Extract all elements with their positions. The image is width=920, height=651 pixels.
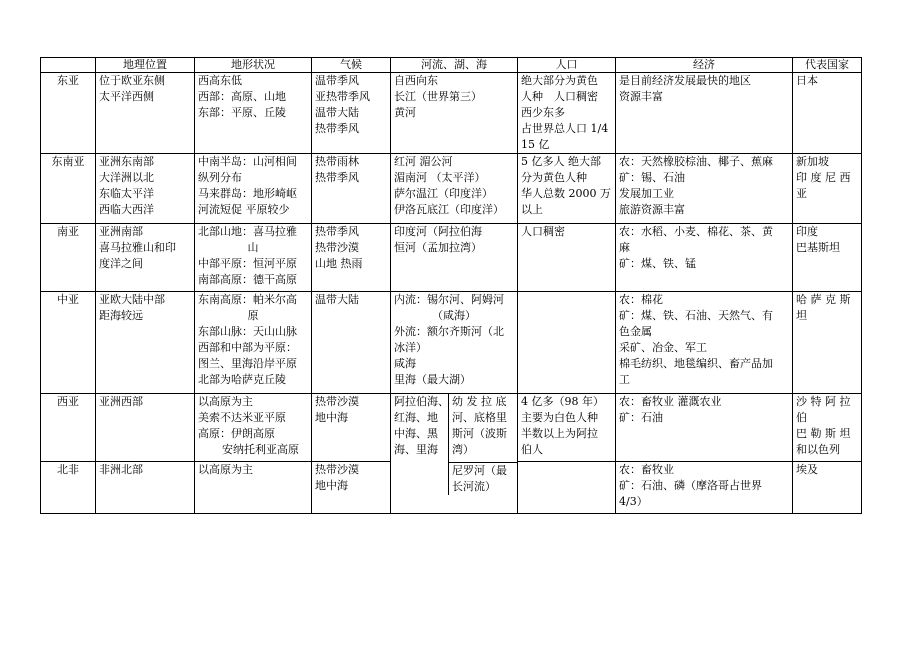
region-cell: 南亚 — [41, 224, 96, 292]
economy-cell: 农：畜牧业 矿：石油、磷（摩洛哥占世界 4/3） — [616, 462, 793, 514]
location-cell: 亚洲东南部 大洋洲以北 东临太平洋 西临大西洋 — [96, 154, 195, 224]
header-region — [41, 58, 96, 73]
rivers-cell: 红河 湄公河 湄南河 （太平洋） 萨尔温江（印度洋） 伊洛瓦底江（印度洋） — [391, 154, 518, 224]
population-cell: 5 亿多人 绝大部 分为黄色人种 华人总数 2000 万 以上 — [518, 154, 616, 224]
terrain-cell: 以高原为主 — [195, 462, 312, 514]
rivers-cell: 内流：锡尔河、阿姆河 （咸海） 外流：额尔齐斯河（北 冰洋） 咸海 里海（最大湖） — [391, 292, 518, 394]
region-cell: 东亚 — [41, 73, 96, 154]
header-row — [41, 58, 862, 73]
population-cell: 4 亿多（98 年） 主要为白色人种 半数以上为阿拉 伯人 — [518, 394, 616, 462]
table-row — [41, 73, 862, 154]
economy-cell: 是目前经济发展最快的地区 资源丰富 — [616, 73, 793, 154]
economy-cell: 农：畜牧业 灌溉农业 矿：石油 — [616, 394, 793, 462]
rivers-subcell: 幼 发 拉 底 河、底格里 斯河（波斯 湾） 尼罗河（最 长河流） — [449, 394, 517, 495]
location-cell: 亚欧大陆中部 距海较远 — [96, 292, 195, 394]
economy-cell: 农：天然橡胶棕油、椰子、蕉麻 矿：锡、石油 发展加工业 旅游资源丰富 — [616, 154, 793, 224]
population-cell: 人口稠密 — [518, 224, 616, 292]
table-row — [41, 224, 862, 292]
climate-cell: 热带雨林 热带季风 — [312, 154, 391, 224]
countries-cell: 新加坡 印 度 尼 西 亚 — [793, 154, 862, 224]
economy-cell: 农：棉花 矿：煤、铁、石油、天然气、有 色金属 采矿、冶金、军工 棉毛纺织、地毯编织、畜产品加 工 — [616, 292, 793, 394]
table-row — [41, 154, 862, 224]
header-climate: 气候 — [312, 58, 391, 73]
countries-cell: 沙 特 阿 拉 伯 巴 勒 斯 坦 和以色列 — [793, 394, 862, 462]
population-cell — [518, 462, 616, 514]
climate-cell: 温带大陆 — [312, 292, 391, 394]
climate-cell: 热带沙漠 地中海 — [312, 394, 391, 462]
seas-subcell: 阿拉伯海、 红海、地 中海、黑 海、里海 — [391, 394, 449, 495]
rivers-cell: 印度河（阿拉伯海 恒河（孟加拉湾） — [391, 224, 518, 292]
terrain-cell: 以高原为主 美索不达米亚平原 高原：伊朗高原 安纳托利亚高原 — [195, 394, 312, 462]
countries-cell: 印度 巴基斯坦 — [793, 224, 862, 292]
location-cell: 非洲北部 — [96, 462, 195, 514]
climate-cell: 热带季风 热带沙漠 山地 热雨 — [312, 224, 391, 292]
region-cell: 东南亚 — [41, 154, 96, 224]
terrain-cell: 东南高原：帕米尔高 原 东部山脉：天山山脉 西部和中部为平原： 图兰、里海沿岸平原 北部为哈萨克丘陵 — [195, 292, 312, 394]
region-cell: 西亚 — [41, 394, 96, 462]
header-terrain: 地形状况 — [195, 58, 312, 73]
terrain-cell: 北部山地：喜马拉雅 山 中部平原：恒河平原 南部高原：德干高原 — [195, 224, 312, 292]
population-cell — [518, 292, 616, 394]
countries-cell: 哈 萨 克 斯 坦 — [793, 292, 862, 394]
countries-cell: 埃及 — [793, 462, 862, 514]
climate-cell: 温带季风 亚热带季风 温带大陆 热带季风 — [312, 73, 391, 154]
region-cell: 北非 — [41, 462, 96, 514]
rivers-cell — [391, 394, 518, 514]
terrain-cell: 西高东低 西部：高原、山地 东部：平原、丘陵 — [195, 73, 312, 154]
header-countries: 代表国家 — [793, 58, 862, 73]
terrain-cell: 中南半岛：山河相间 纵列分布 马来群岛：地形崎岖 河流短促 平原较少 — [195, 154, 312, 224]
region-cell: 中亚 — [41, 292, 96, 394]
header-location: 地理位置 — [96, 58, 195, 73]
table-row — [41, 292, 862, 394]
location-cell: 位于欧亚东侧 太平洋西侧 — [96, 73, 195, 154]
climate-cell: 热带沙漠 地中海 — [312, 462, 391, 514]
countries-cell: 日本 — [793, 73, 862, 154]
population-cell: 绝大部分为黄色 人种 人口稠密 西少东多 占世界总人口 1/4 15 亿 — [518, 73, 616, 154]
geography-table — [40, 57, 862, 514]
header-rivers: 河流、湖、海 — [391, 58, 518, 73]
location-cell: 亚洲西部 — [96, 394, 195, 462]
location-cell: 亚洲南部 喜马拉雅山和印 度洋之间 — [96, 224, 195, 292]
economy-cell: 农：水稻、小麦、棉花、茶、黄 麻 矿：煤、铁、锰 — [616, 224, 793, 292]
header-population: 人口 — [518, 58, 616, 73]
table-row — [41, 394, 862, 462]
rivers-cell: 自西向东 长江（世界第三） 黄河 — [391, 73, 518, 154]
header-economy: 经济 — [616, 58, 793, 73]
